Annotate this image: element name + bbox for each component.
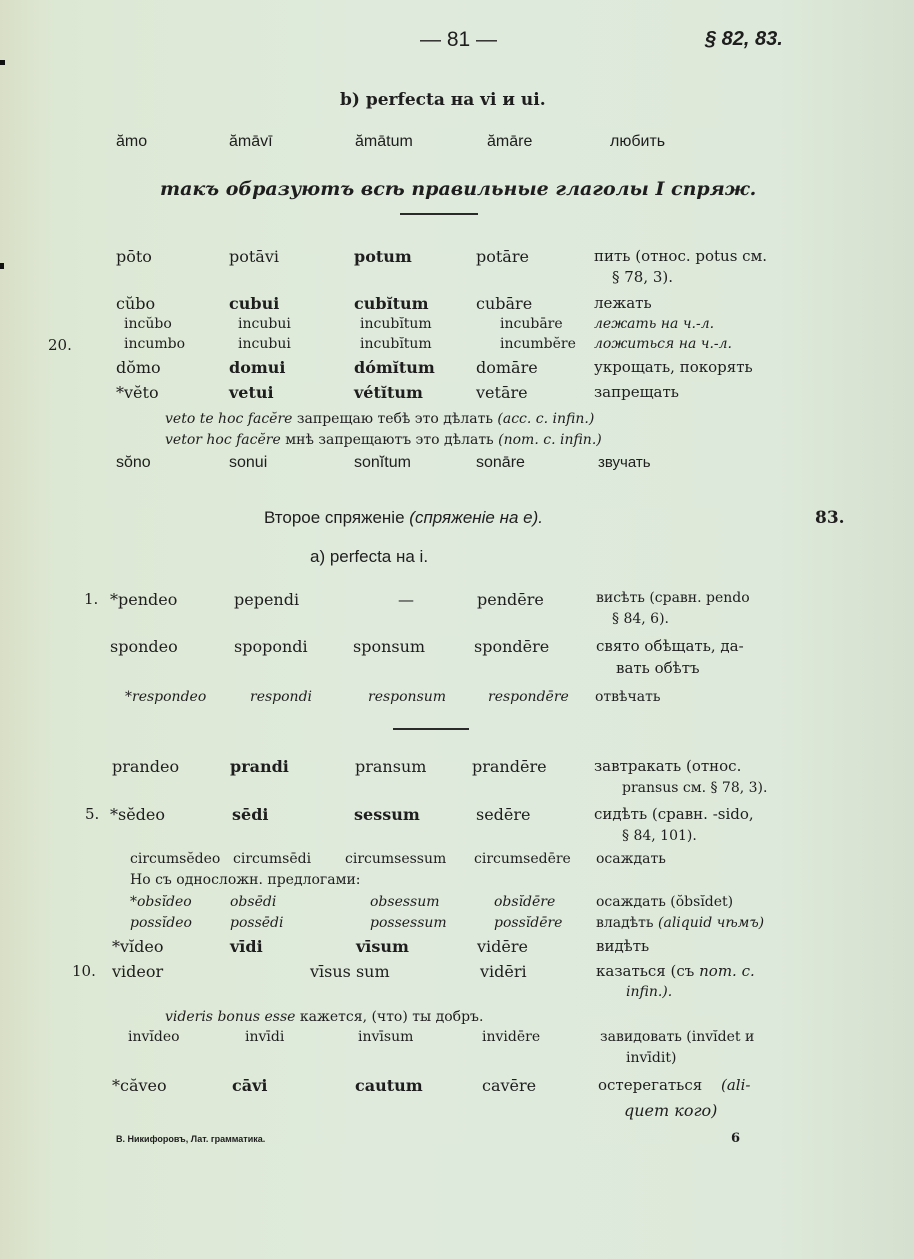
translation-cont: § 84, 101). xyxy=(622,828,697,844)
translation: укрощать, покорять xyxy=(594,358,753,376)
translation-italic: nom. c. xyxy=(699,962,755,980)
verb-row xyxy=(0,294,914,318)
supine-form: sonĭtum xyxy=(354,454,411,471)
second-conjugation-title xyxy=(264,508,543,528)
verb-row xyxy=(0,757,914,796)
translation: висѣть (сравн. pendo xyxy=(596,590,750,606)
translation-cont: quem кого) xyxy=(624,1101,718,1120)
present-form: videor xyxy=(112,962,164,981)
translation: лежать xyxy=(594,294,652,312)
title-text: Второе спряженіе xyxy=(264,508,405,527)
supine-form: responsum xyxy=(368,689,447,705)
present-form: incumbo xyxy=(124,336,186,352)
present-form: *pendeo xyxy=(110,590,178,609)
translation-cont: § 84, 6). xyxy=(612,611,669,627)
russian-translation: запрещаю тебѣ это дѣлать xyxy=(296,411,493,427)
example-line xyxy=(165,1009,483,1025)
row-number: 5. xyxy=(85,805,100,823)
present-form: *căveo xyxy=(112,1076,167,1095)
section-b-title: b) perfecta на vi и ui. xyxy=(340,90,546,110)
supine-form: invīsum xyxy=(358,1029,414,1045)
infinitive-form: vetāre xyxy=(476,383,528,402)
translation xyxy=(596,962,755,980)
supine-form: cautum xyxy=(355,1076,423,1095)
supine-form: cubĭtum xyxy=(354,294,429,313)
translation-cont: вать обѣтъ xyxy=(616,659,700,677)
infinitive-form: incumbĕre xyxy=(500,336,576,352)
supine-form: ămātum xyxy=(355,133,413,150)
present-form: *sĕdeo xyxy=(110,805,166,824)
divider xyxy=(400,213,478,215)
example-line xyxy=(165,432,602,448)
divider xyxy=(393,728,469,730)
present-form: ămo xyxy=(116,133,148,150)
printer-signature: В. Никифоровъ, Лат. грамматика. xyxy=(116,1134,266,1144)
perfect-form: pependi xyxy=(234,590,300,609)
perfect-form: cāvi xyxy=(232,1076,268,1095)
translation-cont: infin.). xyxy=(626,984,673,1000)
row-number: 10. xyxy=(72,962,96,980)
present-form: incŭbo xyxy=(124,316,172,332)
translation-text: казаться (съ xyxy=(596,962,695,980)
supine-form: obsessum xyxy=(370,894,440,910)
supine-form: incubĭtum xyxy=(360,316,432,332)
infinitive-form: vidēre xyxy=(477,937,528,956)
translation xyxy=(598,1076,750,1094)
latin-example: veto te hoc facĕre xyxy=(165,411,293,427)
supine-form: — xyxy=(398,590,414,609)
verb-row xyxy=(0,962,914,1000)
verb-row xyxy=(0,454,914,478)
section-b-note: такъ образуютъ всѣ правильные глаголы I спряж. xyxy=(160,178,757,200)
supine-form: circumsessum xyxy=(345,851,447,867)
perfect-form: spopondi xyxy=(234,637,308,656)
grammar-note: (acc. c. infin.) xyxy=(497,411,595,427)
infinitive-form: pendēre xyxy=(477,590,544,609)
latin-example: videris bonus esse xyxy=(165,1009,296,1025)
perfect-form: vīdi xyxy=(230,937,263,956)
perfect-form: respondi xyxy=(250,689,313,705)
translation-italic: (ali- xyxy=(721,1076,751,1094)
translation: запрещать xyxy=(594,383,679,401)
verb-row xyxy=(0,637,914,677)
present-form: circumsĕdeo xyxy=(130,851,221,867)
translation: завтракать (относ. xyxy=(594,757,742,775)
translation xyxy=(596,915,764,931)
supine-form: vétĭtum xyxy=(354,383,423,402)
translation: завидовать (invĭdet и xyxy=(600,1029,755,1045)
translation: любить xyxy=(610,133,666,150)
present-form: prandeo xyxy=(112,757,180,776)
translation-italic: (aliquid чѣмъ) xyxy=(658,915,765,931)
infinitive-form: prandēre xyxy=(472,757,547,776)
perfect-form: domui xyxy=(229,358,286,377)
perfect-form: ămāvī xyxy=(229,133,273,150)
verb-row xyxy=(0,590,914,627)
latin-example: vetor hoc facĕre xyxy=(165,432,281,448)
supine-form: vīsum xyxy=(356,937,409,956)
perfect-form: possēdi xyxy=(230,915,284,931)
verb-row xyxy=(0,358,914,382)
translation-text: владѣть xyxy=(596,915,654,931)
section-reference: § 82, 83. xyxy=(705,28,783,50)
supine-form: possessum xyxy=(370,915,447,931)
translation: ложиться на ч.-л. xyxy=(594,336,733,352)
present-form: spondeo xyxy=(110,637,178,656)
section-number: 83. xyxy=(815,508,845,528)
translation: лежать на ч.-л. xyxy=(594,316,715,332)
present-form: sŏno xyxy=(116,454,151,471)
perfect-form: incubui xyxy=(238,316,291,332)
perfect-form: incubui xyxy=(238,336,291,352)
infinitive-form: cavēre xyxy=(482,1076,537,1095)
page-number: — 81 — xyxy=(420,28,498,51)
perfect-form: circumsēdi xyxy=(233,851,312,867)
supine-form: sessum xyxy=(354,805,420,824)
verb-row xyxy=(0,689,914,713)
infinitive-form: potāre xyxy=(476,247,529,266)
infinitive-form: circumsedēre xyxy=(474,851,571,867)
present-form: *obsĭdeo xyxy=(130,894,192,910)
supine-form: dómĭtum xyxy=(354,358,435,377)
supine-form: potum xyxy=(354,247,412,266)
verb-row xyxy=(0,247,914,286)
verb-row xyxy=(0,1029,914,1066)
supine-form: incubĭtum xyxy=(360,336,432,352)
infinitive-form: cubāre xyxy=(476,294,533,313)
title-italic: (спряженіе на e). xyxy=(409,508,543,527)
perfect-form: cubui xyxy=(229,294,280,313)
translation-text: остерегаться xyxy=(598,1076,703,1094)
present-form: possĭdeo xyxy=(130,915,192,931)
verb-row xyxy=(0,937,914,961)
infinitive-form: invidēre xyxy=(482,1029,541,1045)
verb-row xyxy=(0,805,914,844)
verb-row xyxy=(0,336,914,360)
present-form: pōto xyxy=(116,247,152,266)
present-form: dŏmo xyxy=(116,358,161,377)
row-number: 1. xyxy=(84,590,99,608)
translation: видѣть xyxy=(596,937,650,955)
perfect-form: sonui xyxy=(229,454,268,471)
perfect-form: sēdi xyxy=(232,805,269,824)
translation: пить (относ. potus см. xyxy=(594,247,767,265)
translation-cont: § 78, 3). xyxy=(612,268,674,286)
infinitive-form: vidēri xyxy=(480,962,527,981)
translation: осаждать xyxy=(596,851,666,867)
infinitive-form: ămāre xyxy=(487,133,533,150)
translation: свято обѣщать, да- xyxy=(596,637,744,655)
present-form: *respondeo xyxy=(125,689,207,705)
russian-translation: кажется, (что) ты добръ. xyxy=(299,1009,484,1025)
present-form: invĭdeo xyxy=(128,1029,180,1045)
verb-row xyxy=(0,1076,914,1120)
perfect-form: potāvi xyxy=(229,247,279,266)
sheet-number: 6 xyxy=(731,1131,741,1146)
row-number: 20. xyxy=(48,336,72,354)
russian-translation: мнѣ запрещаютъ это дѣлать xyxy=(285,432,494,448)
perfect-form: obsēdi xyxy=(230,894,277,910)
verb-row xyxy=(0,915,914,939)
present-form: *vĭdeo xyxy=(112,937,164,956)
translation: сидѣть (сравн. -sido, xyxy=(594,805,754,823)
present-form: cŭbo xyxy=(116,294,156,313)
infinitive-form: sedēre xyxy=(476,805,531,824)
translation: отвѣчать xyxy=(595,689,661,705)
grammar-note: (nom. c. infin.) xyxy=(498,432,602,448)
monosyllabic-note: Но съ односложн. предлогами: xyxy=(130,872,361,888)
supine-form: sponsum xyxy=(353,637,426,656)
infinitive-form: incubāre xyxy=(500,316,563,332)
translation-cont: invīdit) xyxy=(626,1050,677,1066)
supine-form: pransum xyxy=(355,757,427,776)
infinitive-form: respondēre xyxy=(488,689,569,705)
infinitive-form: spondēre xyxy=(474,637,550,656)
infinitive-form: obsĭdēre xyxy=(494,894,556,910)
perfect-form: invīdi xyxy=(245,1029,285,1045)
translation-cont: pransus см. § 78, 3). xyxy=(622,780,768,796)
infinitive-form: sonāre xyxy=(476,454,525,471)
present-form: *vĕto xyxy=(116,383,159,402)
infinitive-form: possĭdēre xyxy=(494,915,563,931)
section-a-title: a) perfecta на i. xyxy=(310,547,429,566)
verb-row xyxy=(0,383,914,407)
perfect-form: prandi xyxy=(230,757,289,776)
supine-form: vīsus sum xyxy=(310,962,390,981)
perfect-form: vetui xyxy=(229,383,274,402)
translation: осаждать (ŏbsĭdet) xyxy=(596,894,734,910)
model-row xyxy=(0,133,914,157)
translation: звучать xyxy=(598,454,651,471)
infinitive-form: domāre xyxy=(476,358,538,377)
binding-mark xyxy=(0,60,5,65)
example-line xyxy=(165,411,594,427)
